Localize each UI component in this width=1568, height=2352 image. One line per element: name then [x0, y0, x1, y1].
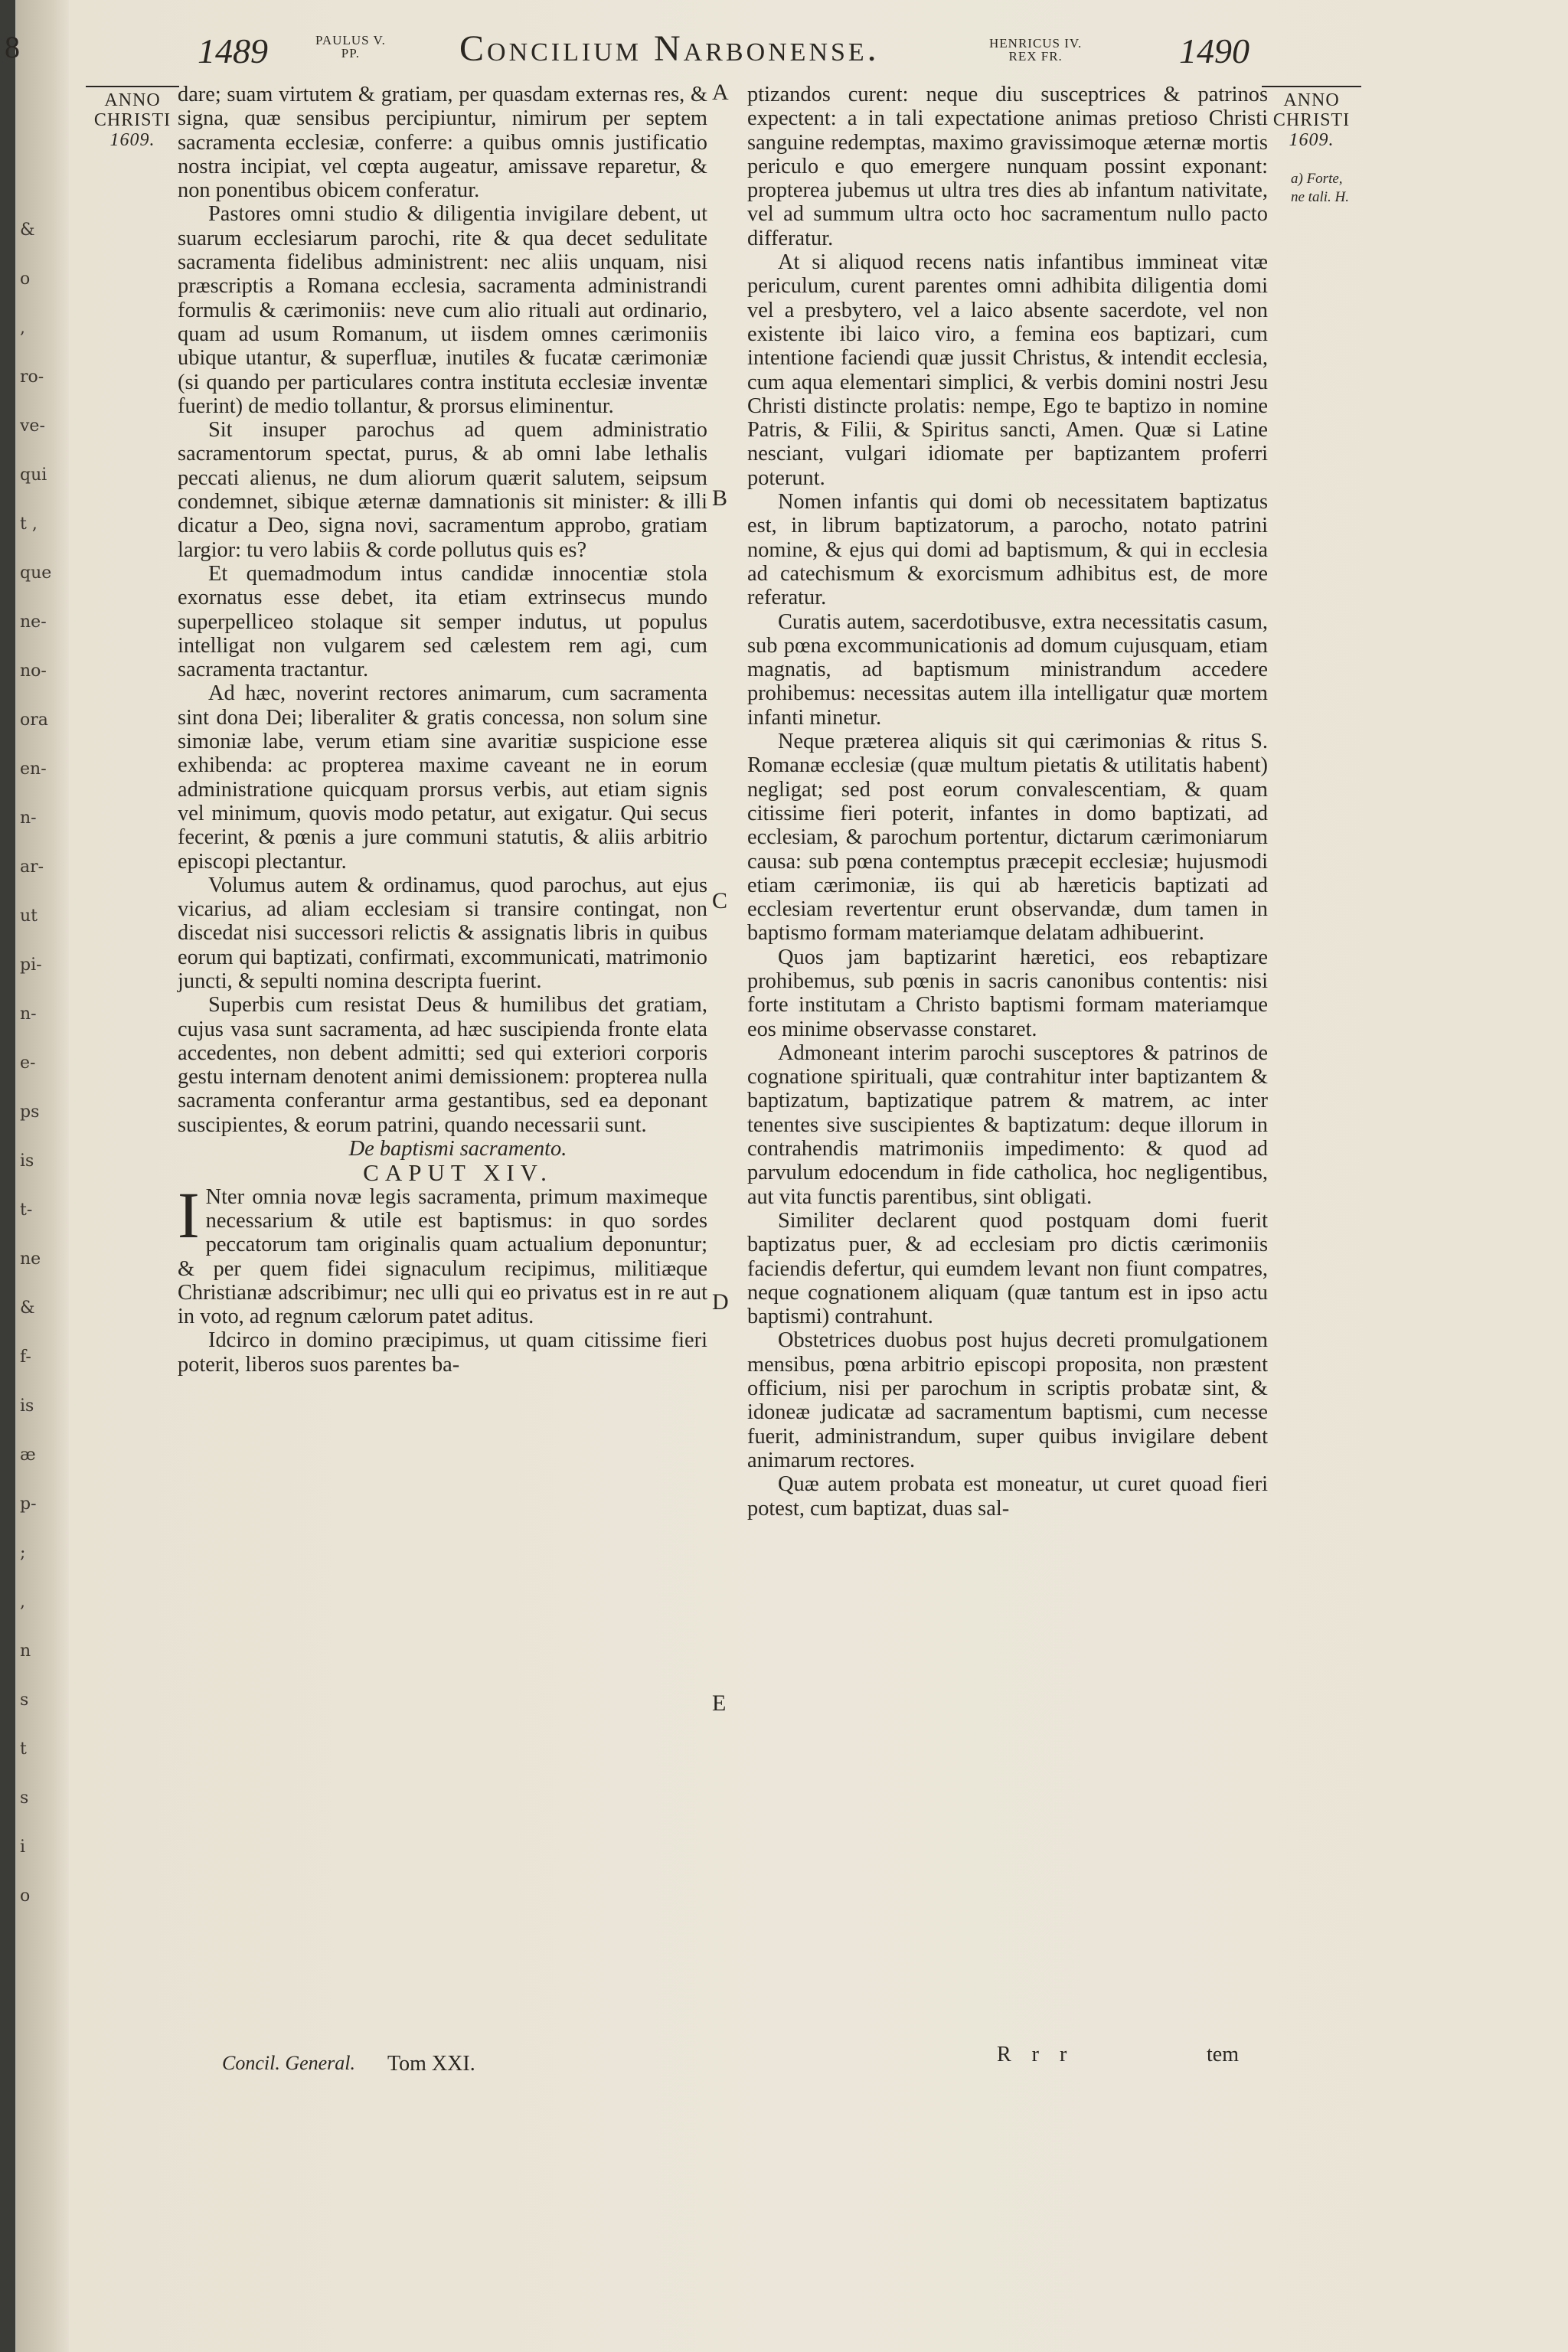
- drop-capital: I: [178, 1178, 200, 1252]
- paragraph: dare; suam virtutem & gratiam, per quasdam externas res, & signa, quæ sensibus percipiuntur, nimirum per septem sacramenta ecclesiæ, conferre: a quibus omnis justificatio nostra incipiat, vel cœpta augeatur, amissave reparetur, & non ponentibus obicem conferatur.: [178, 83, 707, 203]
- pope-name: PAULUS V.: [315, 33, 386, 47]
- section-marker-e: E: [712, 1690, 727, 1716]
- edge-text-fragment: ut: [20, 906, 38, 926]
- edge-text-fragment: que: [20, 564, 52, 583]
- edge-text-fragment: pi-: [20, 956, 42, 975]
- edge-text-fragment: n-: [20, 1004, 37, 1024]
- paragraph: Curatis autem, sacerdotibusve, extra necessitatis casum, sub pœna excommunicationis ad domum cujusquam, etiam magnatis, ad baptismum ministrandum accedere prohibemus: necessitas autem illa intelligatur quæ mortem infanti minetur.: [747, 609, 1268, 730]
- edge-text-fragment: t ,: [20, 514, 38, 534]
- section-marker-d: D: [712, 1289, 729, 1315]
- edge-text-fragment: f-: [20, 1348, 31, 1367]
- paragraph: Idcirco in domino præcipimus, ut quam citissime fieri poterit, liberos suos parentes ba-: [178, 1328, 707, 1377]
- section-marker-a: A: [712, 80, 729, 105]
- section-marker-c: C: [712, 888, 728, 913]
- anno-label: ANNO: [1283, 90, 1340, 110]
- paragraph: Pastores omni studio & diligentia invigilare debent, ut suarum ecclesiarum parochi, rite & qua decet sedulitate sacramenta fidelibus administrent: nec aliis unquam, nisi præscriptis a Romana ecclesia, sacramenta administrandi formulis & cærimoniis: neve cum alio rituali aut ordinario, quam ad usum Romanum, ut iisdem omnes cærimoniis ubique utantur, & superfluæ, inutiles & fucatæ cærimoniæ (si quando per particulares contra instituta ecclesiæ inventæ fuerint) de medio tollantur, & prorsus eliminentur.: [178, 202, 707, 418]
- pope-header: [315, 34, 386, 60]
- year-box-right: [1262, 86, 1361, 150]
- edge-text-fragment: &: [20, 220, 35, 240]
- edge-text-fragment: s: [20, 1788, 29, 1808]
- edge-text-fragment: ora: [20, 710, 48, 730]
- edge-text-fragment: ;: [20, 1544, 26, 1563]
- edge-text-fragment: n-: [20, 808, 37, 828]
- section-marker-b: B: [712, 485, 728, 511]
- signature-mark: R r r: [997, 2043, 1075, 2066]
- edge-text-fragment: en-: [20, 760, 47, 779]
- paragraph: Sit insuper parochus ad quem administratio sacramentorum spectat, purus, & ab omni labe lethalis peccati alienus, ne dum aliorum quærit salutem, seipsum condemnet, sibique æternæ damnationis sit minister: & illi dicatur a Deo, signa novi, sacramentum approbo, gratiam largior: tu vero labiis & corde pollutus quis es?: [178, 418, 707, 562]
- paragraph: Volumus autem & ordinamus, quod parochus, aut ejus vicarius, ad aliam ecclesiam si transire contingat, non discedat nisi successori relictis & assignatis libris in quibus eorum qui baptizati, confirmati, excommunicati, matrimonio juncti, & sepulti nomina descripta fuerint.: [178, 873, 707, 993]
- edge-text-fragment: ar-: [20, 858, 44, 877]
- edge-text-fragment: t-: [20, 1200, 33, 1220]
- king-title: REX FR.: [1008, 49, 1063, 64]
- edge-text-fragment: is: [20, 1152, 34, 1171]
- edge-text-fragment: p-: [20, 1494, 37, 1514]
- edge-text-fragment: ne: [20, 1250, 41, 1269]
- left-page-number: 1489: [198, 31, 268, 70]
- year-label: 1609.: [109, 130, 155, 150]
- right-column: [747, 83, 1268, 1521]
- edge-text-fragment: ps: [20, 1102, 40, 1122]
- paragraph: Quos jam baptizarint hæretici, eos rebaptizare prohibemus, sub pœnis in sacris canonibus contentis: nisi forte institutam a Christo baptismi formam materiamque eos minime observasse constaret.: [747, 945, 1268, 1041]
- edge-text-fragment: æ: [20, 1446, 36, 1465]
- paragraph: Admoneant interim parochi susceptores & patrinos de cognatione spirituali, quæ contrahitur inter baptizantem & baptizatum, baptizatique patrem & matrem, ac inter tenentes sive suscipientes & baptizatum: deque illorum in contrahendis matrimoniis impedimento: & quod ad parvulum edocendum in fide catholica, hoc negligentibus, aut vita functis parentibus, sint obligati.: [747, 1040, 1268, 1209]
- paragraph: Quæ autem probata est moneatur, ut curet quoad fieri potest, cum baptizat, duas sal-: [747, 1472, 1268, 1521]
- paragraph: Ad hæc, noverint rectores animarum, cum sacramenta sint dona Dei; liberaliter & gratis concessa, non solum sine simoniæ labe, verum etiam sine avaritiæ suspicione esse exhibenda: ac propterea maxime caveant ne in eorum administratione quicquam prorsus verbis, aut etiam signis vel minimum, quovis modo petatur, aut exigatur. Qui secus fecerint, & pœnis a jure communi statutis, & aliis arbitrio episcopi plectantur.: [178, 681, 707, 874]
- edge-text-fragment: ro-: [20, 368, 44, 387]
- edge-text-fragment: ,: [20, 1592, 25, 1612]
- chapter-heading: CAPUT XIV.: [363, 1159, 553, 1187]
- edge-text-fragment: t: [20, 1740, 27, 1759]
- edge-text-fragment: n: [20, 1642, 31, 1661]
- previous-page-number-fragment: 8: [5, 30, 20, 64]
- paragraph: [178, 1178, 707, 1329]
- edge-text-fragment: ne-: [20, 612, 47, 632]
- edge-text-fragment: ,: [20, 318, 25, 338]
- footer-source: Concil. General.: [222, 2052, 356, 2074]
- paragraph: Obstetrices duobus post hujus decreti promulgationem mensibus, pœna arbitrio episcopi proposita, non præstent officium, nisi per parochum in scriptis probatæ sint, & idoneæ judicatæ ad sacramentum baptismi, cum necesse fuerit, administrandum, super quibus invigilare debent animarum rectores.: [747, 1328, 1268, 1472]
- paragraph: Similiter declarent quod postquam domi fuerit baptizatus puer, & ad ecclesiam pro dictis cærimoniis faciendis defertur, qui eumdem levant non fiunt compatres, neque cognationem aliquam (quæ tantum est in ipso actu baptismi) contrahunt.: [747, 1208, 1268, 1329]
- right-page-number: 1490: [1179, 31, 1250, 70]
- edge-text-fragment: ve-: [20, 416, 45, 436]
- year-label: 1609.: [1289, 130, 1334, 150]
- previous-page-edge: [15, 0, 69, 2352]
- edge-text-fragment: no-: [20, 662, 47, 681]
- margin-note-line: ne tali. H.: [1291, 189, 1349, 205]
- catchword: tem: [1207, 2043, 1239, 2066]
- christi-label: CHRISTI: [1272, 110, 1351, 130]
- edge-text-fragment: o: [20, 1886, 31, 1906]
- paragraph: Superbis cum resistat Deus & humilibus det gratiam, cujus vasa sunt sacramenta, ad hæc suscipienda fronte elata accedentes, non debent admitti; sed qui exteriori corporis gestu internam denotent animi demissionem: propterea nulla sacramenta conferantur arma gestantibus, sed ea deponant suscipientes, & eorum patrini, quando necessarii sunt.: [178, 993, 707, 1137]
- edge-text-fragment: &: [20, 1298, 35, 1318]
- left-column: [178, 83, 707, 1377]
- page-title: Concilium Narbonense.: [459, 28, 880, 69]
- footer-volume: Tom XXI.: [387, 2052, 475, 2076]
- anno-label: ANNO: [104, 90, 161, 110]
- edge-text-fragment: i: [20, 1838, 26, 1857]
- edge-text-fragment: is: [20, 1396, 34, 1416]
- paragraph: Neque præterea aliquis sit qui cærimonias & ritus S. Romanæ ecclesiæ (quæ multum pietatis & utilitatis habent) negligat; sed post eorum convalescentiam, & quam citissime fieri poterit, infantes in domo baptizati, ad ecclesiam, & parochum portentur, dictarum cærimoniarum causa: sub pœna contemptus præcepit ecclesiæ; hujusmodi etiam cærimoniæ, iis qui ab hæreticis baptizati ad ecclesiam revertentur erunt observandæ, dum tamen in baptismo formam materiamque delatam adhibuerint.: [747, 730, 1268, 946]
- king-name: HENRICUS IV.: [989, 36, 1083, 51]
- edge-text-fragment: qui: [20, 466, 47, 485]
- paragraph-text: Nter omnia novæ legis sacramenta, primum maximeque necessarium & utile est baptismus: in quo sordes peccatorum tam originalis quam actualium deponuntur; & per quem fidei signaculum recipimus, militiæque Christianæ adscribimur; nec ulli qui eo privatus est in re aut in voto, ad regnum cælorum patet aditus.: [178, 1184, 707, 1329]
- edge-text-fragment: s: [20, 1690, 29, 1710]
- year-box-left: [86, 86, 179, 150]
- section-rubric: De baptismi sacramento.: [348, 1137, 567, 1161]
- book-page: [5, 0, 1568, 2352]
- edge-text-fragment: e-: [20, 1054, 36, 1073]
- christi-label: CHRISTI: [93, 110, 172, 130]
- paragraph: ptizandos curent: neque diu susceptrices & patrinos expectent: a in tali expectatione animas pretioso Christi sanguine redemptas, maximo gravissimoque æternæ mortis periculo e quo emergere nunquam possint exponant: propterea jubemus ut ultra tres dies ab infantum nativitate, vel ad summum ultra octo hoc sacramentum nullo pacto differatur.: [747, 83, 1268, 250]
- king-header: [989, 37, 1082, 63]
- paragraph: Et quemadmodum intus candidæ innocentiæ stola exornatus esse debet, ita etiam extrinsecus mundo superpelliceo stolaque sit semper indutus, ut populus intelligat non vulgarem sed cælestem rem agi, cum sacramenta tractantur.: [178, 561, 707, 682]
- paragraph: At si aliquod recens natis infantibus immineat vitæ periculum, curent parentes omni adhibita diligentia domi vel a presbytero, vel a laico absente sacerdote, vel non existente ibi laico viro, a femina eos baptizari, cum intentione faciendi quæ jussit Christus, & intendit ecclesia, cum aqua elementari simplici, & verbis domini nostri Jesu Christi distincte prolatis: nempe, Ego te baptizo in nomine Patris, & Filii, & Spiritus sancti, Amen. Quæ si Latine nesciant, vulgari idiomate per baptizantem proferri poterunt.: [747, 250, 1268, 490]
- edge-text-fragment: o: [20, 270, 31, 289]
- margin-note-line: a) Forte,: [1291, 171, 1343, 187]
- margin-note: [1291, 170, 1383, 207]
- pope-title: PP.: [341, 46, 361, 60]
- paragraph: Nomen infantis qui domi ob necessitatem baptizatus est, in librum baptizatorum, a parocho, notato patrini nomine, & ejus qui domi ad baptismum, & qui in ecclesia ad catechismum & exorcismum adhibitus est, de more referatur.: [747, 490, 1268, 610]
